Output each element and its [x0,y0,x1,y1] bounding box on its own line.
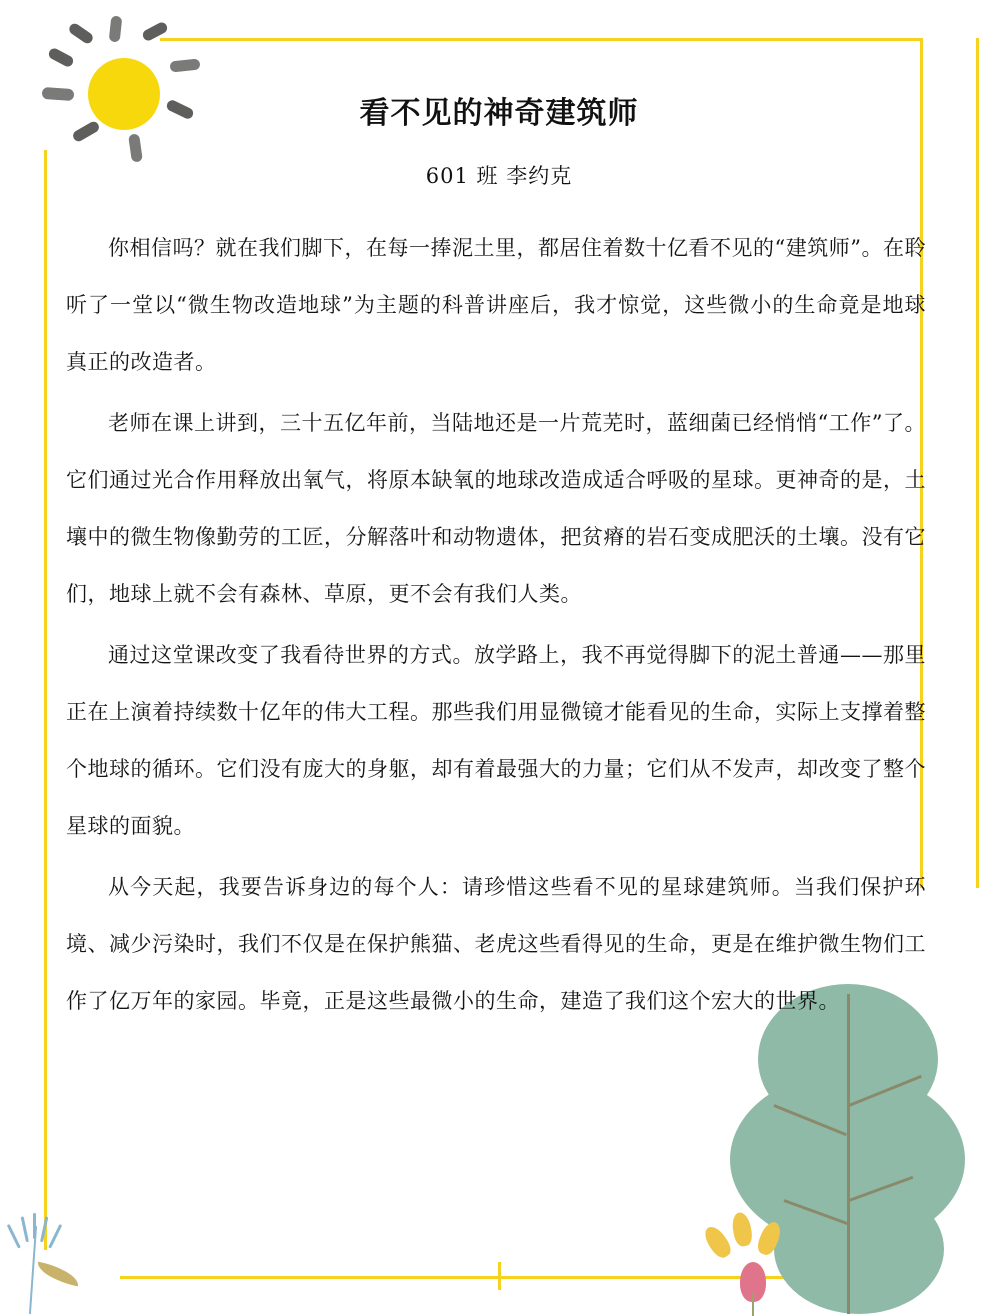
wheat-icon [8,1204,128,1314]
frame-line-right-outer [976,38,979,888]
wheat-spike [48,1224,62,1249]
flower-petal [755,1219,784,1257]
sun-ray [67,22,95,46]
wheat-spike [21,1216,29,1242]
wheat-leaf [35,1262,81,1287]
page-title: 看不见的神奇建筑师 [359,96,639,131]
paragraph: 从今天起，我要告诉身边的每个人：请珍惜这些看不见的星球建筑师。当我们保护环境、减少污染时，我们不仅是在保护熊猫、老虎这些看得见的生命，更是在维护微生物们工作了亿万年的家园。毕竟，正是这些最微小的生命，建造了我们这个宏大的世界。 [66,875,926,1013]
tree-foliage [774,1184,944,1314]
flower-petal [701,1223,735,1261]
frame-line-top [160,38,920,41]
document-body [44,220,944,1030]
sun-ray [141,21,169,43]
frame-line-bottom-tick [498,1262,501,1290]
paragraph: 老师在课上讲到，三十五亿年前，当陆地还是一片荒芜时，蓝细菌已经悄悄“工作”了。它们通过光合作用释放出氧气，将原本缺氧的地球改造成适合呼吸的星球。更神奇的是，土壤中的微生物像勤劳的工匠，分解落叶和动物遗体，把贫瘠的岩石变成肥沃的土壤。没有它们，地球上就不会有森林、草原，更不会有我们人类。 [66,411,926,606]
paragraph: 通过这堂课改变了我看待世界的方式。放学路上，我不再觉得脚下的泥土普通——那里正在上演着持续数十亿年的伟大工程。那些我们用显微镜才能看见的生命，实际上支撑着整个地球的循环。它们没有庞大的身躯，却有着最强大的力量；它们从不发声，却改变了整个星球的面貌。 [66,643,926,838]
wheat-stem [29,1226,37,1314]
tree-trunk [847,994,850,1314]
wheat-spike [7,1224,21,1249]
flower-icon [712,1204,792,1314]
author-byline: 601 班 李约克 [425,164,573,188]
flower-petal [730,1211,754,1248]
paragraph: 你相信吗？就在我们脚下，在每一捧泥土里，都居住着数十亿看不见的“建筑师”。在聆听了一堂以“微生物改造地球”为主题的科普讲座后，我才惊觉，这些微小的生命竟是地球真正的改造者。 [66,236,926,374]
document-page [44,60,944,1034]
sun-ray [109,15,123,42]
flower-stem [752,1294,754,1316]
wheat-spike [40,1216,48,1242]
